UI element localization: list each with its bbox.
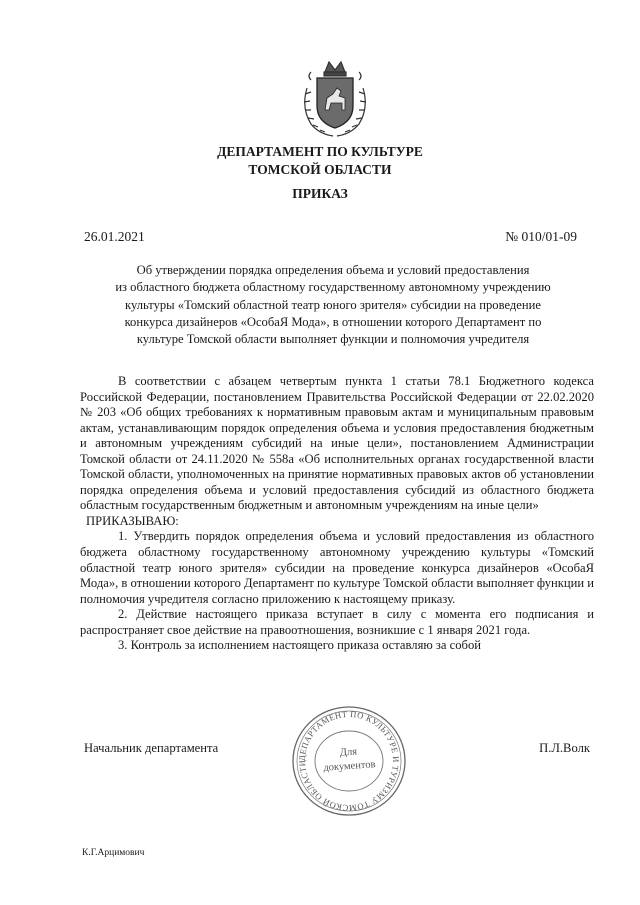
department-name: [0, 143, 640, 179]
signatory-name: П.Л.Волк: [539, 741, 590, 755]
title-line: из областного бюджета областному государственному автономному учреждению: [115, 280, 551, 295]
title-line: конкурса дизайнеров «ОсобаЯ Мода», в отношении которого Департамент по: [124, 314, 542, 329]
order-title: [80, 262, 586, 348]
stamp-ring-text: ДЕПАРТАМЕНТ ПО КУЛЬТУРЕ И ТУРИЗМУ ТОМСКОЙ ОБЛАСТИ: [296, 708, 402, 814]
department-line-1: ДЕПАРТАМЕНТ ПО КУЛЬТУРЕ: [217, 144, 423, 159]
title-line: культуре Томской области выполняет функции и полномочия учредителя: [136, 332, 530, 347]
preamble-paragraph: В соответствии с абзацем четвертым пункта 1 статьи 78.1 Бюджетного кодекса Российской Федерации, постановлением Правительства Российской Федерации от 22.02.2020 № 203 «Об общих требованиях к нормативным правовым актам и муниципальным правовым актам, устанавливающим порядок определения объема и условия предоставления бюджетным и автономным учреждениям субсидий на иные цели», постановлением Администрации Томской области от 24.11.2020 № 558а «Об исполнительных органах государственной власти Томской области, уполномоченных на принятие нормативных правовых актов об установлении порядка определения объема и условий предоставления субсидий из областного бюджета областным государственным бюджетным и автономным учреждениям на иные цели»: [80, 374, 594, 513]
stamp-center-line-1: Для: [339, 746, 358, 759]
order-item-1: 1. Утвердить порядок определения объема и условий предоставления из областного бюджета областному государственному автономному учреждению культуры «Томский областной театр юного зрителя» субсидии на проведение конкурса дизайнеров «ОсобаЯ Мода», в отношении которого Департамент по культуре Томской области выполняет функции и полномочия учредителя согласно приложению к настоящему приказу.: [80, 529, 594, 606]
stamp-center-line-2: документов: [323, 759, 376, 774]
order-word: ПРИКАЗЫВАЮ:: [86, 513, 179, 528]
title-line: Об утверждении порядка определения объема и условий предоставления: [136, 263, 530, 277]
department-line-2: ТОМСКОЙ ОБЛАСТИ: [248, 162, 392, 177]
document-type: ПРИКАЗ: [292, 186, 348, 201]
title-line: культуры «Томский областной театр юного зрителя» субсидии на проведение: [125, 297, 541, 312]
order-body: [80, 374, 594, 654]
order-number: № 010/01-09: [505, 229, 577, 244]
signatory-position: Начальник департамента: [84, 741, 219, 755]
department-stamp: [282, 702, 416, 820]
order-date: 26.01.2021: [84, 229, 145, 244]
tomsk-coat-of-arms-emblem: [297, 58, 373, 140]
executor-name: К.Г.Арцимович: [82, 848, 145, 858]
order-item-2: 2. Действие настоящего приказа вступает в силу с момента его подписания и распространяет свое действие на правоотношения, возникшие с 1 января 2021 года.: [80, 607, 594, 637]
order-item-3: 3. Контроль за исполнением настоящего приказа оставляю за собой: [118, 638, 481, 653]
